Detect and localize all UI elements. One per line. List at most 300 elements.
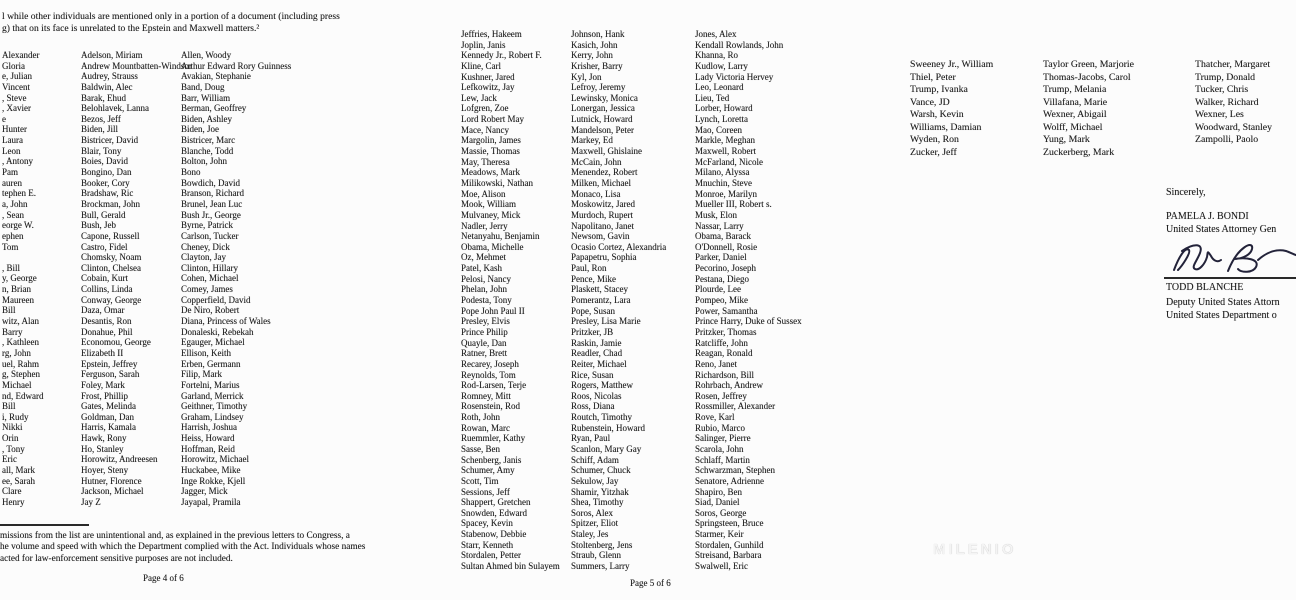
- page4-header-line2: g) that on its face is unrelated to the Epstein and Maxwell matters.²: [2, 23, 260, 34]
- list-item: Warsh, Kevin: [910, 109, 964, 121]
- list-item: Hunter: [2, 124, 27, 135]
- list-item: Inge Rokke, Kjell: [181, 475, 246, 486]
- list-item: Scott, Tim: [461, 475, 499, 486]
- list-item: Baldwin, Alec: [81, 81, 133, 92]
- list-item: Mueller III, Robert s.: [695, 199, 772, 210]
- list-item: Collins, Linda: [81, 284, 133, 295]
- page4-header-line1: l while other individuals are mentioned only in a portion of a document (including press: [2, 11, 340, 22]
- list-item: Horowitz, Michael: [181, 454, 249, 465]
- list-item: , Tony: [2, 443, 25, 454]
- list-item: Milikowski, Nathan: [461, 177, 533, 188]
- list-item: Maxwell, Ghislaine: [571, 146, 642, 157]
- list-item: Maxwell, Robert: [695, 146, 756, 157]
- list-item: Netanyahu, Benjamin: [461, 231, 540, 242]
- list-item: Hutner, Florence: [81, 475, 142, 486]
- list-item: Rosenstein, Rod: [461, 401, 521, 412]
- list-item: witz, Alan: [2, 316, 39, 327]
- list-item: Bolton, John: [181, 156, 228, 167]
- list-item: Pope, Susan: [571, 305, 616, 316]
- page5-number: Page 5 of 6: [630, 578, 671, 588]
- list-item: Joplin, Janis: [461, 39, 506, 50]
- list-item: Chomsky, Noam: [81, 252, 142, 263]
- signer2-name: TODD BLANCHE: [1166, 282, 1244, 293]
- list-item: Alexander: [2, 50, 40, 60]
- list-item: Desantis, Ron: [81, 316, 132, 327]
- list-item: Ryan, Paul: [571, 433, 611, 444]
- list-item: Stordalen, Petter: [461, 550, 521, 561]
- list-item: Jackson, Michael: [81, 486, 144, 497]
- page5-name-column-3: [695, 29, 890, 572]
- list-item: Byrne, Patrick: [181, 220, 233, 231]
- list-item: Maureen: [2, 294, 34, 305]
- list-item: O'Donnell, Rosie: [695, 241, 758, 252]
- list-item: Stabenow, Debbie: [461, 529, 527, 540]
- list-item: [2, 252, 78, 263]
- list-item: Bradshaw, Ric: [81, 188, 134, 199]
- list-item: Bill: [2, 401, 16, 412]
- list-item: Obama, Michelle: [461, 241, 524, 252]
- todd-blanche-signature-icon: [1172, 238, 1296, 278]
- list-item: Reagan, Ronald: [695, 348, 753, 359]
- list-item: Plaskett, Stacey: [571, 284, 628, 295]
- list-item: Prince Philip: [461, 326, 508, 337]
- list-item: Sekulow, Jay: [571, 475, 619, 486]
- list-item: Rubenstein, Howard: [571, 422, 645, 433]
- list-item: Ellison, Keith: [181, 347, 231, 358]
- list-item: Springsteen, Bruce: [695, 518, 764, 529]
- list-item: Kyl, Jon: [571, 71, 602, 82]
- list-item: Lonergan, Jessica: [571, 103, 635, 114]
- list-item: Nassar, Larry: [695, 220, 744, 231]
- list-item: Bono: [181, 167, 201, 178]
- list-item: Walker, Richard: [1195, 96, 1259, 108]
- list-item: Sweeney Jr., William: [910, 59, 994, 70]
- list-item: Richardson, Bill: [695, 369, 754, 380]
- list-item: Garland, Merrick: [181, 390, 244, 401]
- page6-name-column-3: [1195, 59, 1296, 147]
- list-item: Oz, Mehmet: [461, 252, 506, 263]
- list-item: Lord Robert May: [461, 114, 524, 125]
- list-item: Fortelni, Marius: [181, 379, 240, 390]
- list-item: Foley, Mark: [81, 379, 125, 390]
- list-item: Zucker, Jeff: [910, 146, 957, 158]
- list-item: Pelosi, Nancy: [461, 273, 511, 284]
- list-item: Stoltenberg, Jens: [571, 539, 633, 550]
- list-item: Clare: [2, 486, 22, 497]
- list-item: Graham, Lindsey: [181, 411, 244, 422]
- list-item: Quayle, Dan: [461, 337, 507, 348]
- list-item: Plourde, Lee: [695, 284, 741, 295]
- list-item: Economou, George: [81, 337, 151, 348]
- list-item: Lynch, Loretta: [695, 114, 748, 125]
- list-item: Rogers, Matthew: [571, 380, 633, 391]
- list-item: May, Theresa: [461, 156, 510, 167]
- list-item: Cheney, Dick: [181, 241, 230, 252]
- list-item: Milano, Alyssa: [695, 167, 750, 178]
- list-item: Clayton, Jay: [181, 252, 226, 263]
- page4-number: Page 4 of 6: [143, 573, 184, 583]
- list-item: Napolitano, Janet: [571, 220, 634, 231]
- list-item: n, Brian: [2, 284, 31, 295]
- list-item: Lutnick, Howard: [571, 114, 633, 125]
- list-item: Pence, Mike: [571, 273, 616, 284]
- list-item: Diana, Princess of Wales: [181, 316, 271, 327]
- list-item: Rossmiller, Alexander: [695, 401, 776, 412]
- list-item: Cohen, Michael: [181, 273, 239, 284]
- list-item: i, Rudy: [2, 411, 29, 422]
- list-item: Menendez, Robert: [571, 167, 638, 178]
- list-item: Schwarzman, Stephen: [695, 465, 775, 476]
- list-item: Biden, Ashley: [181, 113, 232, 124]
- list-item: Paul, Ron: [571, 263, 607, 274]
- list-item: acted for law-enforcement sensitive purposes are not included.: [0, 553, 233, 564]
- list-item: Elizabeth II: [81, 347, 124, 358]
- list-item: Mook, William: [461, 199, 516, 210]
- list-item: Bistricer, David: [81, 135, 139, 146]
- list-item: Boies, David: [81, 156, 128, 167]
- list-item: Ferguson, Sarah: [81, 369, 140, 380]
- list-item: uel, Rahm: [2, 358, 39, 369]
- list-item: nd, Edward: [2, 390, 44, 401]
- list-item: Soros, George: [695, 507, 747, 518]
- list-item: g, Stephen: [2, 369, 40, 380]
- list-item: Routch, Timothy: [571, 412, 633, 423]
- list-item: Markle, Meghan: [695, 135, 755, 146]
- signer1-title: United States Attorney Gen: [1166, 224, 1277, 235]
- list-item: Donaleski, Rebekah: [181, 326, 254, 337]
- list-item: Reno, Janet: [695, 358, 737, 369]
- faint-watermark: MILENIO: [933, 541, 1017, 558]
- list-item: Monaco, Lisa: [571, 188, 621, 199]
- list-item: Villafana, Marie: [1043, 96, 1108, 108]
- list-item: Ross, Diana: [571, 401, 615, 412]
- list-item: Belohlavek, Lanna: [81, 103, 149, 114]
- list-item: Ho, Stanley: [81, 443, 124, 454]
- list-item: Spitzer, Eliot: [571, 518, 619, 529]
- list-item: Trump, Melania: [1043, 84, 1107, 96]
- list-item: Gates, Melinda: [81, 401, 136, 412]
- list-item: , Steve: [2, 92, 27, 103]
- list-item: Presley, Elvis: [461, 316, 510, 327]
- list-item: Rosen, Jeffrey: [695, 390, 747, 401]
- list-item: Recarey, Joseph: [461, 358, 519, 369]
- list-item: Schenberg, Janis: [461, 454, 522, 465]
- list-item: all, Mark: [2, 464, 35, 475]
- list-item: Woodward, Stanley: [1195, 121, 1273, 133]
- list-item: Swalwell, Eric: [695, 561, 748, 572]
- list-item: Filip, Mark: [181, 369, 223, 380]
- list-item: Clinton, Hillary: [181, 262, 238, 273]
- list-item: e, Julian: [2, 71, 32, 82]
- list-item: Monroe, Marilyn: [695, 188, 757, 199]
- list-item: Kennedy Jr., Robert F.: [461, 50, 542, 61]
- list-item: Jayapal, Pramila: [181, 496, 241, 507]
- list-item: Rove, Karl: [695, 412, 735, 423]
- list-item: Jones, Alex: [695, 29, 737, 39]
- list-item: Schumer, Amy: [461, 465, 515, 476]
- list-item: Epstein, Jeffrey: [81, 358, 138, 369]
- list-item: Moe, Alison: [461, 188, 506, 199]
- page4-footnote: [0, 531, 390, 565]
- list-item: Readler, Chad: [571, 348, 623, 359]
- list-item: y, George: [2, 273, 37, 284]
- list-item: Shapiro, Ben: [695, 486, 742, 497]
- list-item: Rubio, Marco: [695, 422, 745, 433]
- list-item: Schlaff, Martin: [695, 454, 750, 465]
- list-item: Bull, Gerald: [81, 209, 126, 220]
- list-item: rg, John: [2, 347, 31, 358]
- list-item: Pam: [2, 167, 19, 178]
- list-item: Copperfield, David: [181, 294, 251, 305]
- list-item: Gloria: [2, 60, 25, 71]
- list-item: Lofgren, Zoe: [461, 103, 509, 114]
- list-item: Bistricer, Marc: [181, 135, 236, 146]
- list-item: Salinger, Pierre: [695, 433, 751, 444]
- list-item: McFarland, Nicole: [695, 156, 763, 167]
- list-item: Thatcher, Margaret: [1195, 59, 1271, 70]
- list-item: Roos, Nicolas: [571, 390, 622, 401]
- list-item: Thiel, Peter: [910, 71, 956, 83]
- list-item: Leo, Leonard: [695, 82, 744, 93]
- list-item: Reiter, Michael: [571, 358, 627, 369]
- list-item: Hoffman, Reid: [181, 443, 235, 454]
- list-item: Lefroy, Jeremy: [571, 82, 626, 93]
- list-item: Newsom, Gavin: [571, 231, 630, 242]
- list-item: Goldman, Dan: [81, 411, 134, 422]
- list-item: Rowan, Marc: [461, 422, 510, 433]
- list-item: Blanche, Todd: [181, 145, 234, 156]
- list-item: Trump, Donald: [1195, 71, 1256, 83]
- list-item: Straub, Glenn: [571, 550, 621, 561]
- list-item: Pestana, Diego: [695, 273, 749, 284]
- list-item: Spacey, Kevin: [461, 518, 513, 529]
- list-item: Ratcliffe, John: [695, 337, 748, 348]
- list-item: Vance, JD: [910, 96, 950, 108]
- list-item: Lorber, Howard: [695, 103, 753, 114]
- list-item: Prince Harry, Duke of Sussex: [695, 316, 802, 327]
- list-item: Romney, Mitt: [461, 390, 511, 401]
- list-item: Band, Doug: [181, 81, 225, 92]
- list-item: Barak, Ehud: [81, 92, 126, 103]
- list-item: De Niro, Robert: [181, 305, 240, 316]
- signature-underline: [1164, 277, 1296, 279]
- signer1-name: PAMELA J. BONDI: [1166, 211, 1249, 222]
- list-item: Lew, Jack: [461, 92, 497, 103]
- footnote-separator-rule: [0, 524, 89, 526]
- page5-name-column-1: [461, 29, 569, 572]
- list-item: missions from the list are unintentional and, as explained in the previous letters to Congress, a: [0, 531, 350, 541]
- list-item: Kline, Carl: [461, 60, 501, 71]
- list-item: Pecorino, Joseph: [695, 263, 756, 274]
- list-item: Soros, Alex: [571, 507, 614, 518]
- list-item: Roth, John: [461, 412, 501, 423]
- list-item: Leon: [2, 145, 21, 156]
- page4-name-column-3: [181, 50, 336, 508]
- list-item: Thomas-Jacobs, Carol: [1043, 71, 1131, 83]
- list-item: Hawk, Rony: [81, 433, 127, 444]
- list-item: Booker, Cory: [81, 177, 130, 188]
- list-item: Lefkowitz, Jay: [461, 82, 515, 93]
- list-item: Pompeo, Mike: [695, 295, 748, 306]
- list-item: Bill: [2, 305, 16, 316]
- list-item: Mao, Coreen: [695, 124, 742, 135]
- list-item: Staley, Jes: [571, 529, 609, 540]
- list-item: Streisand, Barbara: [695, 550, 762, 561]
- list-item: Siad, Daniel: [695, 497, 740, 508]
- list-item: Margolin, James: [461, 135, 521, 146]
- list-item: Nadler, Jerry: [461, 220, 508, 231]
- list-item: tephen E.: [2, 188, 36, 199]
- list-item: McCain, John: [571, 156, 622, 167]
- list-item: Rice, Susan: [571, 369, 614, 380]
- list-item: Frost, Phillip: [81, 390, 129, 401]
- list-item: Raskin, Jamie: [571, 337, 622, 348]
- list-item: Bush Jr., George: [181, 209, 241, 220]
- list-item: Schumer, Chuck: [571, 465, 631, 476]
- list-item: Presley, Lisa Marie: [571, 316, 641, 327]
- list-item: Heiss, Howard: [181, 433, 235, 444]
- list-item: , Kathleen: [2, 337, 39, 348]
- list-item: Scarola, John: [695, 443, 744, 454]
- list-item: Biden, Joe: [181, 124, 219, 135]
- list-item: Tucker, Chris: [1195, 84, 1249, 96]
- list-item: Clinton, Chelsea: [81, 262, 141, 273]
- list-item: Nikki: [2, 422, 23, 433]
- list-item: Daza, Omar: [81, 305, 125, 316]
- list-item: Kendall Rowlands, John: [695, 39, 784, 50]
- list-item: Rod-Larsen, Terje: [461, 380, 527, 391]
- list-item: Bowdich, David: [181, 177, 240, 188]
- list-item: Zuckerberg, Mark: [1043, 146, 1115, 158]
- list-item: Khanna, Ro: [695, 50, 738, 61]
- list-item: Mulvaney, Mick: [461, 209, 521, 220]
- list-item: Shamir, Yitzhak: [571, 486, 629, 497]
- list-item: Audrey, Strauss: [81, 71, 138, 82]
- list-item: Avakian, Stephanie: [181, 71, 251, 82]
- list-item: Wyden, Ron: [910, 134, 959, 146]
- list-item: Ocasio Cortez, Alexandria: [571, 241, 667, 252]
- list-item: Huckabee, Mike: [181, 464, 241, 475]
- list-item: Krisher, Barry: [571, 60, 623, 71]
- list-item: Trump, Ivanka: [910, 84, 968, 96]
- list-item: Starr, Kenneth: [461, 539, 514, 550]
- list-item: Shappert, Gretchen: [461, 497, 531, 508]
- closing-salutation: Sincerely,: [1166, 187, 1206, 198]
- list-item: , Xavier: [2, 103, 31, 114]
- list-item: Allen, Woody: [181, 50, 232, 60]
- list-item: Pope John Paul II: [461, 305, 525, 316]
- list-item: Bush, Jeb: [81, 220, 117, 231]
- list-item: Berman, Geoffrey: [181, 103, 247, 114]
- list-item: Harris, Kamala: [81, 422, 136, 433]
- list-item: Andrew Mountbatten-Windsor: [81, 60, 192, 71]
- list-item: Patel, Kash: [461, 263, 502, 274]
- list-item: Starmer, Keir: [695, 529, 744, 540]
- list-item: Kasich, John: [571, 39, 618, 50]
- list-item: Adelson, Miriam: [81, 50, 143, 60]
- list-item: Markey, Ed: [571, 135, 613, 146]
- list-item: eorge W.: [2, 220, 34, 231]
- list-item: Comey, James: [181, 284, 233, 295]
- list-item: Mace, Nancy: [461, 124, 509, 135]
- list-item: Taylor Green, Marjorie: [1043, 59, 1134, 70]
- list-item: Mandelson, Peter: [571, 124, 634, 135]
- list-item: Kerry, John: [571, 50, 613, 61]
- list-item: Lady Victoria Hervey: [695, 71, 774, 82]
- list-item: Murdoch, Rupert: [571, 209, 633, 220]
- list-item: Musk, Elon: [695, 209, 738, 220]
- list-item: Vincent: [2, 81, 30, 92]
- list-item: Horowitz, Andreesen: [81, 454, 158, 465]
- list-item: Schiff, Adam: [571, 454, 619, 465]
- list-item: Johnson, Hank: [571, 29, 625, 39]
- list-item: Conway, George: [81, 294, 142, 305]
- list-item: Wolff, Michael: [1043, 121, 1103, 133]
- list-item: Wexner, Les: [1195, 109, 1244, 121]
- list-item: Yung, Mark: [1043, 134, 1090, 146]
- list-item: Orin: [2, 433, 19, 444]
- list-item: Lewinsky, Monica: [571, 92, 638, 103]
- list-item: Pomerantz, Lara: [571, 295, 631, 306]
- list-item: Branson, Richard: [181, 188, 244, 199]
- list-item: Pritzker, JB: [571, 326, 614, 337]
- list-item: Obama, Barack: [695, 231, 751, 242]
- list-item: Kudlow, Larry: [695, 60, 748, 71]
- list-item: Sessions, Jeff: [461, 486, 510, 497]
- page4-name-column-1: [2, 50, 78, 508]
- signer2-title-line1: Deputy United States Attorn: [1166, 297, 1280, 308]
- list-item: Erben, Germann: [181, 358, 241, 369]
- list-item: ephen: [2, 230, 24, 241]
- list-item: a, John: [2, 198, 28, 209]
- list-item: Capone, Russell: [81, 230, 140, 241]
- list-item: Carlson, Tucker: [181, 230, 239, 241]
- page6-name-column-2: [1043, 59, 1191, 159]
- list-item: Kushner, Jared: [461, 71, 515, 82]
- list-item: Donahue, Phil: [81, 326, 133, 337]
- page6-name-column-1: [910, 59, 1040, 159]
- list-item: Barry: [2, 326, 23, 337]
- list-item: Brunel, Jean Luc: [181, 198, 243, 209]
- list-item: Moskowitz, Jared: [571, 199, 635, 210]
- list-item: Senatore, Adrienne: [695, 475, 764, 486]
- list-item: Meadows, Mark: [461, 167, 520, 178]
- list-item: Power, Samantha: [695, 305, 758, 316]
- list-item: Snowden, Edward: [461, 507, 527, 518]
- list-item: Stordalen, Gunhild: [695, 539, 764, 550]
- list-item: Barr, William: [181, 92, 231, 103]
- list-item: Jay Z: [81, 496, 101, 507]
- list-item: Wexner, Abigail: [1043, 109, 1107, 121]
- list-item: Mnuchin, Steve: [695, 177, 752, 188]
- list-item: he volume and speed with which the Department complied with the Act. Individuals whose names: [0, 542, 366, 553]
- list-item: Papapetru, Sophia: [571, 252, 637, 263]
- list-item: Castro, Fidel: [81, 241, 128, 252]
- list-item: Podesta, Tony: [461, 295, 512, 306]
- list-item: Geithner, Timothy: [181, 401, 248, 412]
- list-item: Cobain, Kurt: [81, 273, 128, 284]
- list-item: Shea, Timothy: [571, 497, 624, 508]
- list-item: Egauger, Michael: [181, 337, 245, 348]
- list-item: Biden, Jill: [81, 124, 119, 135]
- list-item: Blair, Tony: [81, 145, 122, 156]
- list-item: Williams, Damian: [910, 121, 982, 133]
- list-item: ee, Sarah: [2, 475, 35, 486]
- list-item: Scanlon, Mary Gay: [571, 443, 642, 454]
- list-item: Tom: [2, 241, 19, 252]
- list-item: Ratner, Brett: [461, 348, 508, 359]
- signer2-title-line2: United States Department o: [1166, 310, 1277, 321]
